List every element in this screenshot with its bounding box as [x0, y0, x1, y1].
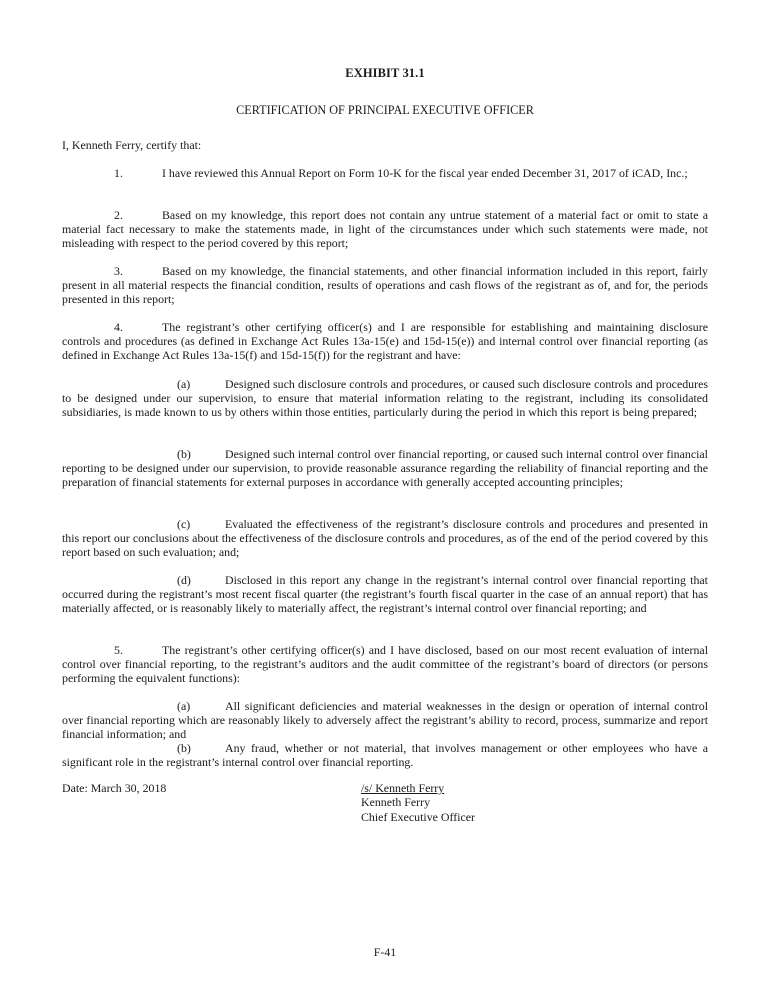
paragraph-number: 3.	[114, 264, 123, 278]
paragraph-5	[62, 643, 708, 685]
paragraph-text: Evaluated the effectiveness of the registrant’s disclosure controls and procedures and presented in this report our conclusions about the effectiveness of the disclosure controls and procedures, as of the end of the period covered by this report based on such evaluation; and;	[62, 517, 708, 560]
paragraph-number: (c)	[177, 517, 191, 531]
signature-date: Date: March 30, 2018	[62, 781, 167, 795]
paragraph-number: 4.	[114, 320, 123, 334]
paragraph-4	[62, 320, 708, 362]
paragraph-4d	[62, 573, 708, 615]
paragraph-text: The registrant’s other certifying officer(s) and I are responsible for establishing and maintaining disclosure controls and procedures (as defined in Exchange Act Rules 13a-15(e) and 15d-15(e)) and internal control over financial reporting (as defined in Exchange Act Rules 13a-15(f) and 15d-15(f)) for the registrant and have:	[62, 320, 708, 363]
paragraph-number: (b)	[177, 447, 191, 461]
certification-title: CERTIFICATION OF PRINCIPAL EXECUTIVE OFFICER	[236, 103, 534, 117]
intro-line: I, Kenneth Ferry, certify that:	[62, 138, 202, 152]
paragraph-2	[62, 208, 708, 250]
paragraph-number: 1.	[114, 166, 123, 180]
paragraph-text: The registrant’s other certifying officer(s) and I have disclosed, based on our most recent evaluation of internal control over financial reporting, to the registrant’s auditors and the audit committee of the registrant’s board of directors (or persons performing the equivalent functions):	[62, 643, 708, 686]
signature-block	[361, 781, 475, 824]
paragraph-5b	[62, 741, 708, 769]
paragraph-text: Designed such internal control over financial reporting, or caused such internal control over financial reporting to be designed under our supervision, to provide reasonable assurance regarding the reliability of financial reporting and the preparation of financial statements for external purposes in accordance with generally accepted accounting principles;	[62, 447, 708, 490]
page-number: F-41	[373, 945, 397, 959]
exhibit-heading: EXHIBIT 31.1	[345, 66, 425, 80]
paragraph-text: All significant deficiencies and material weaknesses in the design or operation of internal control over financial reporting which are reasonably likely to adversely affect the registrant’s ability to record, process, summarize and report financial information; and	[62, 699, 708, 742]
paragraph-number: (b)	[177, 741, 191, 755]
paragraph-4c	[62, 517, 708, 559]
paragraph-4a	[62, 377, 708, 419]
signature-line: /s/ Kenneth Ferry	[361, 781, 445, 795]
paragraph-number: 5.	[114, 643, 123, 657]
paragraph-number: (a)	[177, 377, 191, 391]
paragraph-text: I have reviewed this Annual Report on Form 10-K for the fiscal year ended December 31, 2017 of iCAD, Inc.;	[162, 166, 688, 180]
paragraph-text: Based on my knowledge, the financial statements, and other financial information included in this report, fairly present in all material respects the financial condition, results of operations and cash flows of the registrant as of, and for, the periods presented in this report;	[62, 264, 708, 307]
signer-name: Kenneth Ferry	[361, 795, 431, 810]
paragraph-1	[62, 166, 708, 180]
paragraph-text: Disclosed in this report any change in the registrant’s internal control over financial reporting that occurred during the registrant’s most recent fiscal quarter (the registrant’s fourth fiscal quarter in the case of an annual report) that has materially affected, or is reasonably likely to materially affect, the registrant’s internal control over financial reporting; and	[62, 573, 708, 616]
paragraph-number: (a)	[177, 699, 191, 713]
paragraph-text: Based on my knowledge, this report does not contain any untrue statement of a material fact or omit to state a material fact necessary to make the statements made, in light of the circumstances under which such statements were made, not misleading with respect to the period covered by this report;	[62, 208, 708, 251]
paragraph-text: Designed such disclosure controls and procedures, or caused such disclosure controls and procedures to be designed under our supervision, to ensure that material information relating to the registrant, including its consolidated subsidiaries, is made known to us by others within those entities, particularly during the period in which this report is being prepared;	[62, 377, 708, 420]
paragraph-text: Any fraud, whether or not material, that involves management or other employees who have a significant role in the registrant’s internal control over financial reporting.	[62, 741, 708, 770]
paragraph-3	[62, 264, 708, 306]
paragraph-4b	[62, 447, 708, 489]
paragraph-number: (d)	[177, 573, 191, 587]
paragraph-number: 2.	[114, 208, 123, 222]
paragraph-5a	[62, 699, 708, 741]
signer-title: Chief Executive Officer	[361, 809, 476, 824]
